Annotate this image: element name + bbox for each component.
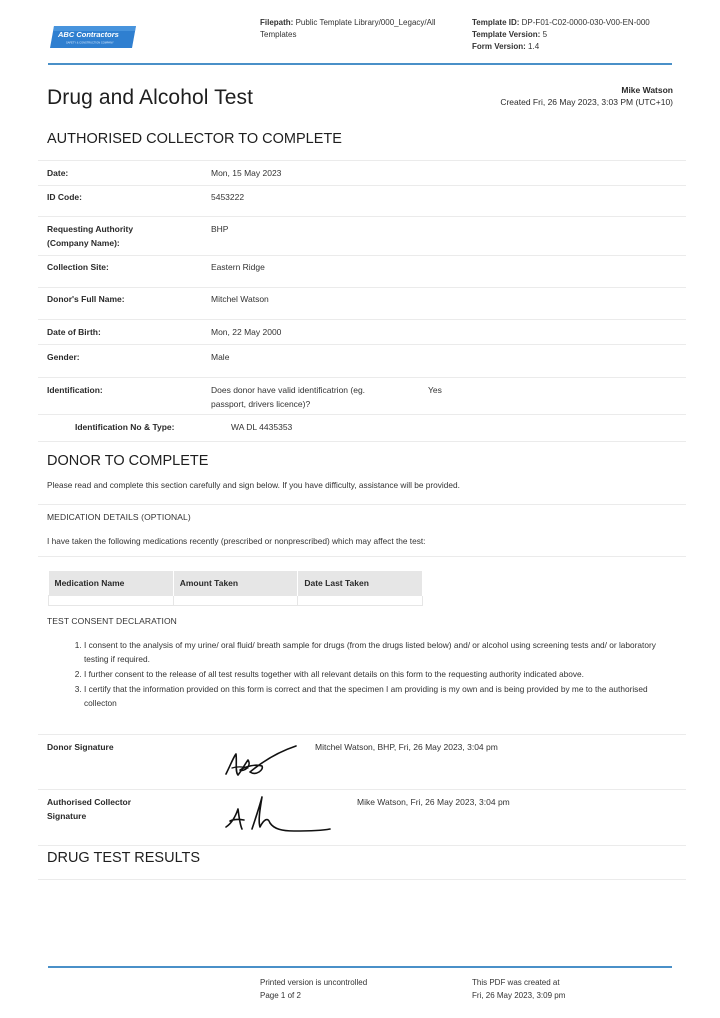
consent-list — [72, 638, 672, 711]
donor-signature-meta: Mitchel Watson, BHP, Fri, 26 May 2023, 3:04 pm — [315, 742, 498, 752]
identification-question-line1: Does donor have valid identificatrion (eg. — [211, 385, 366, 395]
donor-section-heading: DONOR TO COMPLETE — [47, 453, 209, 469]
identification-question — [211, 383, 365, 411]
donor-name-label: Donor's Full Name: — [47, 294, 125, 304]
divider — [38, 377, 686, 378]
filepath-value-cont: Templates — [260, 30, 297, 39]
divider — [38, 255, 686, 256]
divider — [38, 185, 686, 186]
dob-value: Mon, 22 May 2000 — [211, 327, 282, 337]
donor-signature-label: Donor Signature — [47, 742, 114, 752]
requesting-authority-label-line1: Requesting Authority — [47, 224, 134, 234]
logo-subtext: SAFETY & CONSTRUCTION COMPANY — [66, 41, 114, 45]
form-version-label: Form Version: — [472, 42, 526, 51]
table-cell — [173, 595, 298, 605]
pdf-created-label: This PDF was created at — [472, 978, 560, 987]
divider — [38, 556, 686, 557]
uncontrolled-notice: Printed version is uncontrolled — [260, 978, 368, 987]
template-meta — [472, 17, 682, 53]
template-version-value: 5 — [542, 30, 548, 39]
identification-answer: Yes — [428, 385, 442, 395]
divider — [38, 734, 686, 735]
column-header-amount-taken: Amount Taken — [173, 571, 298, 595]
document-title: Drug and Alcohol Test — [47, 86, 254, 109]
divider — [38, 845, 686, 846]
divider — [38, 879, 686, 880]
collection-site-value: Eastern Ridge — [211, 262, 265, 272]
divider — [38, 504, 686, 505]
identification-label: Identification: — [47, 385, 103, 395]
requesting-authority-label — [47, 222, 133, 250]
collector-signature-image — [222, 793, 334, 837]
footer-divider — [48, 966, 672, 968]
collector-section-heading: AUTHORISED COLLECTOR TO COMPLETE — [47, 131, 342, 147]
column-header-date-last-taken: Date Last Taken — [298, 571, 423, 595]
filepath-label: Filepath: — [260, 18, 294, 27]
author-name: Mike Watson — [621, 85, 673, 95]
consent-item: 3. I certify that the information provided on this form is correct and that the specimen I am providing is my own and is being provided by me to the authorised collecton — [84, 682, 672, 710]
table-header-row — [49, 571, 423, 595]
form-version-value: 1.4 — [528, 42, 540, 51]
id-code-label: ID Code: — [47, 192, 82, 202]
collector-signature-label — [47, 795, 131, 823]
table-cell — [49, 595, 174, 605]
divider — [38, 344, 686, 345]
consent-item: 2. I further consent to the release of all test results together with all relevant details on this form to the requesting authority indicated above. — [84, 667, 672, 681]
date-value: Mon, 15 May 2023 — [211, 168, 282, 178]
filepath-value: Public Template Library/000_Legacy/All — [295, 18, 436, 27]
results-section-heading: DRUG TEST RESULTS — [47, 850, 201, 866]
collector-signature-label-line1: Authorised Collector — [47, 797, 132, 807]
table-row — [49, 595, 423, 605]
collection-site-label: Collection Site: — [47, 262, 109, 272]
company-logo — [48, 24, 140, 50]
template-version-label: Template Version: — [472, 30, 541, 39]
table-cell — [298, 595, 423, 605]
requesting-authority-value: BHP — [211, 224, 229, 234]
footer-created-info — [472, 976, 565, 1002]
donor-name-value: Mitchel Watson — [211, 294, 269, 304]
template-id-value: DP-F01-C02-0000-030-V00-EN-000 — [521, 18, 650, 27]
pdf-created-value: Fri, 26 May 2023, 3:09 pm — [472, 991, 566, 1000]
divider — [38, 319, 686, 320]
header-divider — [48, 63, 672, 65]
date-label: Date: — [47, 168, 69, 178]
donor-signature-image — [222, 742, 300, 782]
divider — [38, 216, 686, 217]
divider — [38, 414, 686, 415]
identification-no-label: Identification No & Type: — [75, 422, 175, 432]
medication-intro: I have taken the following medications recently (prescribed or nonprescribed) which may affect the test: — [47, 536, 426, 546]
dob-label: Date of Birth: — [47, 327, 101, 337]
gender-value: Male — [211, 352, 230, 362]
medication-heading: MEDICATION DETAILS (OPTIONAL) — [47, 512, 191, 522]
identification-no-value: WA DL 4435353 — [231, 422, 293, 432]
consent-heading: TEST CONSENT DECLARATION — [47, 616, 177, 626]
collector-signature-meta: Mike Watson, Fri, 26 May 2023, 3:04 pm — [357, 797, 510, 807]
page-number: Page 1 of 2 — [260, 991, 301, 1000]
donor-intro: Please read and complete this section carefully and sign below. If you have difficulty, assistance will be provided. — [47, 480, 460, 490]
divider — [38, 160, 686, 161]
logo-text: ABC Contractors — [58, 30, 119, 39]
divider — [38, 287, 686, 288]
identification-question-line2: passport, drivers licence)? — [211, 399, 311, 409]
collector-signature-label-line2: Signature — [47, 811, 87, 821]
author-block — [500, 84, 673, 108]
template-id-label: Template ID: — [472, 18, 520, 27]
divider — [38, 441, 686, 442]
footer-print-info — [260, 976, 367, 1002]
divider — [38, 789, 686, 790]
column-header-medication-name: Medication Name — [49, 571, 174, 595]
medication-table — [48, 571, 423, 606]
created-date: Created Fri, 26 May 2023, 3:03 PM (UTC+10) — [500, 97, 673, 107]
gender-label: Gender: — [47, 352, 80, 362]
id-code-value: 5453222 — [211, 192, 245, 202]
requesting-authority-label-line2: (Company Name): — [47, 238, 120, 248]
filepath — [260, 17, 465, 41]
consent-item: 1. I consent to the analysis of my urine/ oral fluid/ breath sample for drugs (from the drugs listed below) and/ or alcohol using screening tests and/ or laboratory testing if required. — [84, 638, 672, 666]
